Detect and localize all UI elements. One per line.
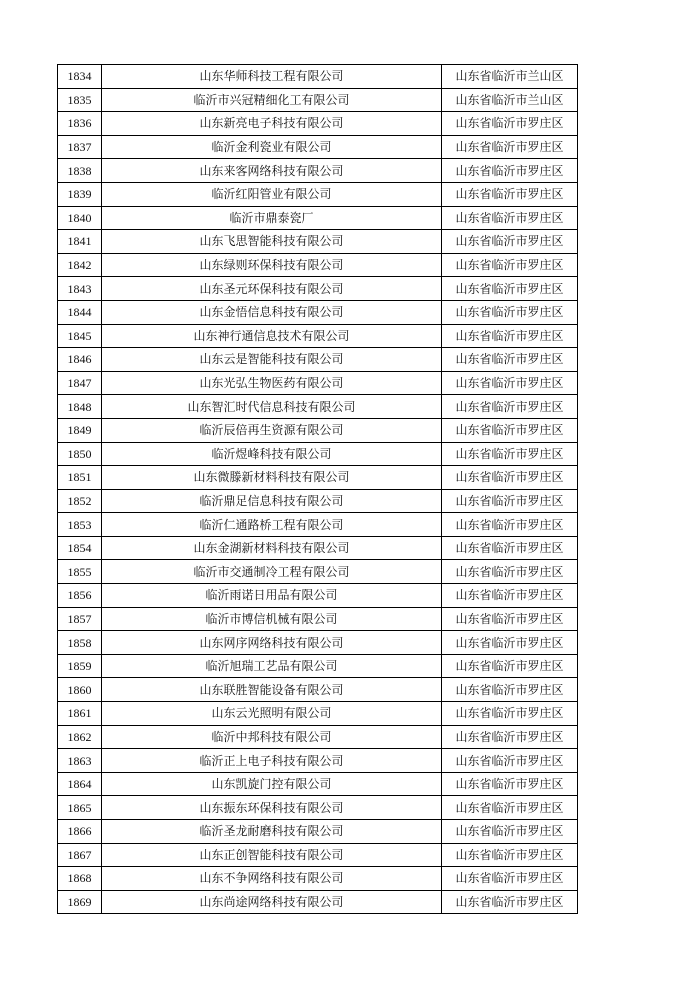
table-row [58,466,578,490]
region-cell: 山东省临沂市罗庄区 [442,702,578,726]
row-number-cell: 1834 [58,65,102,89]
table-row [58,489,578,513]
company-name-cell: 临沂旭瑞工艺品有限公司 [102,654,442,678]
table-row [58,607,578,631]
company-name-cell: 临沂鼎足信息科技有限公司 [102,489,442,513]
row-number-cell: 1859 [58,654,102,678]
row-number-cell: 1854 [58,536,102,560]
table-row [58,654,578,678]
table-row [58,277,578,301]
company-name-cell: 山东云是智能科技有限公司 [102,348,442,372]
company-name-cell: 山东新亮电子科技有限公司 [102,112,442,136]
table-row [58,796,578,820]
table-row [58,631,578,655]
row-number-cell: 1850 [58,442,102,466]
table-row [58,135,578,159]
region-cell: 山东省临沂市兰山区 [442,65,578,89]
region-cell: 山东省临沂市罗庄区 [442,772,578,796]
region-cell: 山东省临沂市罗庄区 [442,654,578,678]
region-cell: 山东省临沂市兰山区 [442,88,578,112]
region-cell: 山东省临沂市罗庄区 [442,395,578,419]
region-cell: 山东省临沂市罗庄区 [442,867,578,891]
row-number-cell: 1866 [58,820,102,844]
row-number-cell: 1864 [58,772,102,796]
region-cell: 山东省临沂市罗庄区 [442,607,578,631]
table-row [58,418,578,442]
company-name-cell: 山东飞思智能科技有限公司 [102,230,442,254]
table-row [58,536,578,560]
region-cell: 山东省临沂市罗庄区 [442,135,578,159]
region-cell: 山东省临沂市罗庄区 [442,324,578,348]
company-name-cell: 临沂金利瓷业有限公司 [102,135,442,159]
row-number-cell: 1862 [58,725,102,749]
company-name-cell: 山东正创智能科技有限公司 [102,843,442,867]
row-number-cell: 1856 [58,584,102,608]
table-row [58,88,578,112]
table-row [58,678,578,702]
company-name-cell: 临沂圣龙耐磨科技有限公司 [102,820,442,844]
company-name-cell: 山东神行通信息技术有限公司 [102,324,442,348]
company-name-cell: 山东金悟信息科技有限公司 [102,300,442,324]
table-row [58,324,578,348]
table-row [58,159,578,183]
region-cell: 山东省临沂市罗庄区 [442,513,578,537]
company-name-cell: 临沂市博信机械有限公司 [102,607,442,631]
region-cell: 山东省临沂市罗庄区 [442,112,578,136]
table-row [58,206,578,230]
company-name-cell: 山东联胜智能设备有限公司 [102,678,442,702]
company-name-cell: 山东振东环保科技有限公司 [102,796,442,820]
row-number-cell: 1835 [58,88,102,112]
row-number-cell: 1868 [58,867,102,891]
region-cell: 山东省临沂市罗庄区 [442,489,578,513]
row-number-cell: 1853 [58,513,102,537]
table-row [58,230,578,254]
region-cell: 山东省临沂市罗庄区 [442,442,578,466]
company-name-cell: 山东圣元环保科技有限公司 [102,277,442,301]
table-row [58,843,578,867]
region-cell: 山东省临沂市罗庄区 [442,584,578,608]
region-cell: 山东省临沂市罗庄区 [442,277,578,301]
company-name-cell: 临沂中邦科技有限公司 [102,725,442,749]
region-cell: 山东省临沂市罗庄区 [442,253,578,277]
company-name-cell: 临沂市兴冠精细化工有限公司 [102,88,442,112]
region-cell: 山东省临沂市罗庄区 [442,678,578,702]
company-name-cell: 山东华师科技工程有限公司 [102,65,442,89]
table-row [58,560,578,584]
table-row [58,253,578,277]
company-name-cell: 山东微滕新材料科技有限公司 [102,466,442,490]
table-row [58,112,578,136]
region-cell: 山东省临沂市罗庄区 [442,749,578,773]
company-name-cell: 临沂雨诺日用品有限公司 [102,584,442,608]
region-cell: 山东省临沂市罗庄区 [442,631,578,655]
row-number-cell: 1836 [58,112,102,136]
table-row [58,867,578,891]
row-number-cell: 1845 [58,324,102,348]
region-cell: 山东省临沂市罗庄区 [442,418,578,442]
region-cell: 山东省临沂市罗庄区 [442,725,578,749]
region-cell: 山东省临沂市罗庄区 [442,206,578,230]
region-cell: 山东省临沂市罗庄区 [442,348,578,372]
region-cell: 山东省临沂市罗庄区 [442,796,578,820]
company-name-cell: 临沂煜峰科技有限公司 [102,442,442,466]
row-number-cell: 1867 [58,843,102,867]
row-number-cell: 1855 [58,560,102,584]
table-row [58,772,578,796]
row-number-cell: 1869 [58,890,102,914]
company-name-cell: 山东网序网络科技有限公司 [102,631,442,655]
company-name-cell: 山东云光照明有限公司 [102,702,442,726]
row-number-cell: 1860 [58,678,102,702]
row-number-cell: 1858 [58,631,102,655]
table-row [58,300,578,324]
region-cell: 山东省临沂市罗庄区 [442,466,578,490]
company-name-cell: 临沂市鼎泰瓷厂 [102,206,442,230]
region-cell: 山东省临沂市罗庄区 [442,560,578,584]
table-row [58,584,578,608]
company-name-cell: 山东金湖新材料科技有限公司 [102,536,442,560]
table-row [58,749,578,773]
row-number-cell: 1840 [58,206,102,230]
table-row [58,725,578,749]
row-number-cell: 1842 [58,253,102,277]
company-name-cell: 山东不争网络科技有限公司 [102,867,442,891]
table-body [58,65,578,914]
region-cell: 山东省临沂市罗庄区 [442,843,578,867]
row-number-cell: 1841 [58,230,102,254]
row-number-cell: 1837 [58,135,102,159]
region-cell: 山东省临沂市罗庄区 [442,300,578,324]
row-number-cell: 1865 [58,796,102,820]
region-cell: 山东省临沂市罗庄区 [442,820,578,844]
company-name-cell: 山东智汇时代信息科技有限公司 [102,395,442,419]
row-number-cell: 1846 [58,348,102,372]
row-number-cell: 1844 [58,300,102,324]
row-number-cell: 1843 [58,277,102,301]
row-number-cell: 1849 [58,418,102,442]
region-cell: 山东省临沂市罗庄区 [442,890,578,914]
row-number-cell: 1851 [58,466,102,490]
row-number-cell: 1852 [58,489,102,513]
company-name-cell: 临沂市交通制冷工程有限公司 [102,560,442,584]
region-cell: 山东省临沂市罗庄区 [442,371,578,395]
region-cell: 山东省临沂市罗庄区 [442,536,578,560]
row-number-cell: 1863 [58,749,102,773]
company-list-table [57,64,578,914]
region-cell: 山东省临沂市罗庄区 [442,159,578,183]
region-cell: 山东省临沂市罗庄区 [442,230,578,254]
company-name-cell: 山东尚途网络科技有限公司 [102,890,442,914]
table-row [58,348,578,372]
company-name-cell: 山东凯旋门控有限公司 [102,772,442,796]
row-number-cell: 1861 [58,702,102,726]
table-row [58,371,578,395]
table-row [58,702,578,726]
table-row [58,442,578,466]
company-name-cell: 临沂红阳管业有限公司 [102,182,442,206]
company-name-cell: 山东光弘生物医药有限公司 [102,371,442,395]
table-row [58,513,578,537]
row-number-cell: 1857 [58,607,102,631]
company-name-cell: 山东来客网络科技有限公司 [102,159,442,183]
row-number-cell: 1839 [58,182,102,206]
table-row [58,890,578,914]
company-name-cell: 临沂仁通路桥工程有限公司 [102,513,442,537]
row-number-cell: 1838 [58,159,102,183]
row-number-cell: 1847 [58,371,102,395]
company-name-cell: 临沂正上电子科技有限公司 [102,749,442,773]
table-row [58,395,578,419]
table-row [58,820,578,844]
table-row [58,65,578,89]
company-name-cell: 临沂辰倍再生资源有限公司 [102,418,442,442]
row-number-cell: 1848 [58,395,102,419]
company-name-cell: 山东绿则环保科技有限公司 [102,253,442,277]
region-cell: 山东省临沂市罗庄区 [442,182,578,206]
table-row [58,182,578,206]
